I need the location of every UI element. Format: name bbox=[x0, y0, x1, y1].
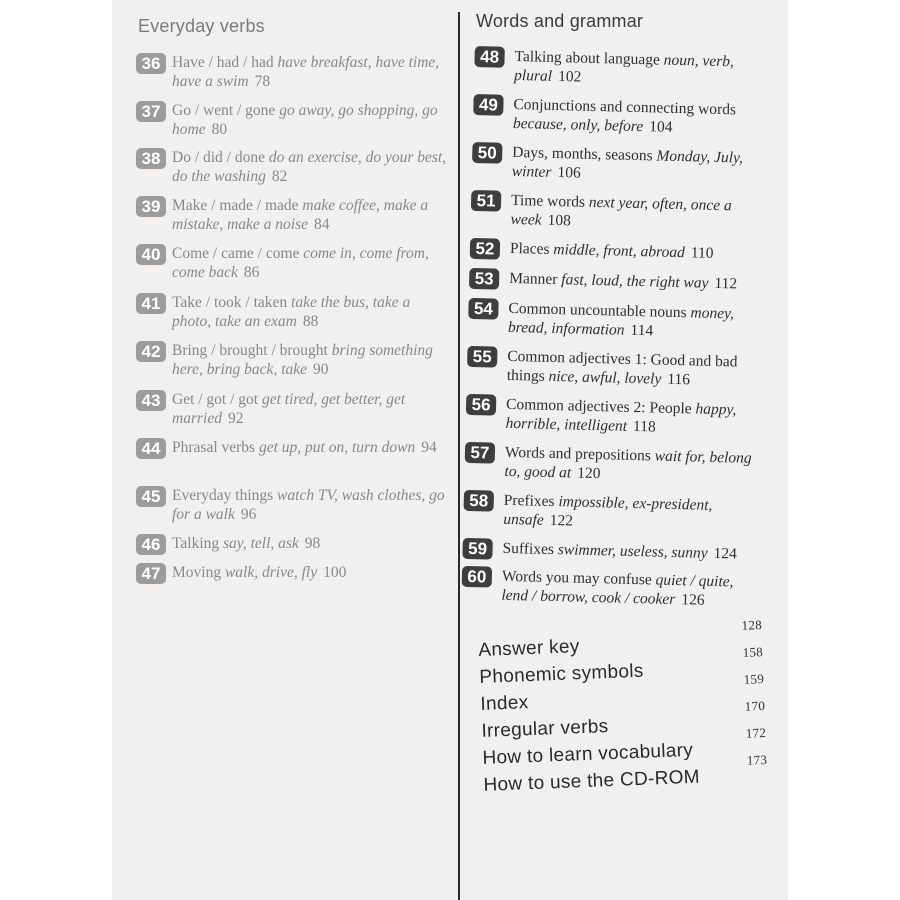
unit-topic: Common uncountable nouns bbox=[508, 299, 691, 322]
unit-title bbox=[172, 293, 452, 331]
unit-title bbox=[172, 101, 452, 139]
unit-title bbox=[508, 299, 769, 343]
back-matter-label: Phonemic symbols bbox=[479, 660, 644, 688]
page-number: 122 bbox=[549, 511, 574, 530]
unit-examples: take the bus, take a photo, take an exam bbox=[172, 294, 411, 330]
unit-number-badge: 58 bbox=[464, 490, 495, 512]
column-divider bbox=[458, 12, 460, 900]
unit-examples: noun, verb, plural bbox=[513, 51, 735, 85]
page-number: 124 bbox=[713, 544, 738, 563]
page-number: 170 bbox=[744, 698, 766, 714]
page-number: 80 bbox=[211, 121, 228, 138]
unit-examples: get tired, get better, get married bbox=[172, 391, 406, 427]
unit-topic: Manner bbox=[509, 269, 562, 289]
unit-title bbox=[172, 53, 452, 91]
back-matter-label: Irregular verbs bbox=[481, 716, 609, 742]
unit-topic: Conjunctions and connecting words bbox=[513, 95, 737, 119]
page-number: 94 bbox=[421, 439, 437, 456]
unit-examples: wait for, belong to, good at bbox=[504, 447, 752, 482]
unit-title bbox=[504, 443, 765, 487]
unit-examples: get up, put on, turn down bbox=[258, 439, 416, 456]
unit-title bbox=[172, 563, 452, 582]
page-number: 86 bbox=[243, 264, 260, 281]
unit-number-badge: 39 bbox=[136, 196, 166, 217]
unit-number-badge: 38 bbox=[136, 148, 166, 169]
unit-topic: Make / made / made bbox=[172, 197, 303, 214]
unit-topic: Common adjectives 1: Good and bad things bbox=[506, 347, 738, 385]
unit-topic: Moving bbox=[172, 564, 225, 581]
unit-examples: money, bread, information bbox=[507, 304, 735, 339]
unit-examples: Monday, July, winter bbox=[511, 147, 744, 181]
unit-topic: Talking bbox=[172, 535, 224, 552]
unit-examples: do an exercise, do your best, do the washing bbox=[172, 149, 447, 185]
unit-topic: Prefixes bbox=[503, 491, 559, 511]
unit-title bbox=[512, 143, 773, 187]
unit-examples: swimmer, useless, sunny bbox=[557, 541, 708, 562]
page-number: 88 bbox=[302, 313, 319, 330]
page-number: 118 bbox=[632, 417, 656, 436]
unit-topic: Come / came / come bbox=[172, 245, 304, 262]
unit-examples: have breakfast, have time, have a swim bbox=[172, 54, 440, 90]
page-number: 108 bbox=[547, 211, 572, 230]
unit-topic: Words and prepositions bbox=[504, 443, 655, 465]
unit-number-badge: 44 bbox=[136, 438, 166, 459]
page-number: 128 bbox=[741, 617, 763, 633]
unit-topic: Suffixes bbox=[502, 539, 559, 559]
unit-number-badge: 52 bbox=[470, 238, 501, 260]
page-number: 92 bbox=[227, 410, 244, 427]
unit-number-badge: 60 bbox=[462, 566, 493, 588]
unit-title bbox=[514, 47, 775, 91]
section-heading-everyday-verbs: Everyday verbs bbox=[138, 16, 265, 36]
page-number: 126 bbox=[681, 591, 705, 609]
unit-number-badge: 41 bbox=[136, 293, 166, 314]
unit-topic: Common adjectives 2: People bbox=[505, 395, 696, 418]
page-number: 82 bbox=[271, 168, 288, 185]
unit-number-badge: 59 bbox=[462, 538, 493, 560]
unit-title bbox=[172, 438, 452, 457]
back-matter-label: How to use the CD-ROM bbox=[483, 766, 701, 796]
unit-examples: go away, go shopping, go home bbox=[172, 102, 438, 138]
unit-number-badge: 50 bbox=[472, 142, 503, 164]
unit-number-badge: 57 bbox=[465, 442, 496, 464]
unit-examples: bring something here, bring back, take bbox=[172, 342, 433, 378]
unit-examples: nice, awful, lovely bbox=[548, 367, 662, 388]
unit-topic: Phrasal verbs bbox=[172, 439, 259, 456]
unit-number-badge: 48 bbox=[474, 46, 505, 68]
page-number: 104 bbox=[649, 118, 673, 136]
unit-topic: Places bbox=[509, 239, 554, 258]
unit-topic: Time words bbox=[510, 191, 590, 211]
unit-examples: watch TV, wash clothes, go for a walk bbox=[172, 487, 445, 523]
unit-examples: make coffee, make a mistake, make a noise bbox=[172, 197, 429, 233]
unit-examples: walk, drive, fly bbox=[224, 564, 318, 581]
page-number: 96 bbox=[240, 506, 257, 523]
unit-number-badge: 51 bbox=[471, 190, 502, 212]
back-matter-label: Answer key bbox=[478, 636, 580, 661]
unit-topic: Days, months, seasons bbox=[512, 143, 657, 165]
unit-examples: say, tell, ask bbox=[223, 535, 299, 552]
unit-number-badge: 53 bbox=[469, 268, 500, 290]
unit-title bbox=[505, 395, 766, 439]
unit-number-badge: 56 bbox=[466, 394, 497, 416]
unit-title bbox=[172, 486, 452, 524]
unit-title bbox=[510, 191, 771, 235]
unit-number-badge: 36 bbox=[136, 53, 166, 74]
unit-examples: impossible, ex-president, unsafe bbox=[503, 493, 713, 529]
page-number: 116 bbox=[667, 370, 691, 389]
page-number: 120 bbox=[577, 464, 601, 483]
unit-number-badge: 46 bbox=[136, 534, 166, 555]
page-number: 158 bbox=[742, 644, 764, 660]
page-number: 106 bbox=[557, 164, 581, 182]
unit-topic: Words you may confuse bbox=[501, 567, 656, 589]
unit-number-badge: 43 bbox=[136, 390, 166, 411]
unit-number-badge: 54 bbox=[468, 298, 499, 320]
unit-number-badge: 55 bbox=[467, 346, 498, 368]
page-number: 159 bbox=[743, 671, 765, 687]
section-heading-words-and-grammar: Words and grammar bbox=[476, 11, 644, 31]
page-number: 78 bbox=[254, 73, 271, 90]
unit-topic: Do / did / done bbox=[172, 149, 269, 166]
unit-title bbox=[172, 534, 452, 553]
unit-topic: Go / went / gone bbox=[172, 102, 280, 119]
unit-title bbox=[172, 341, 452, 379]
page-number: 90 bbox=[313, 361, 329, 378]
unit-examples: happy, horrible, intelligent bbox=[505, 400, 737, 435]
unit-examples: middle, front, abroad bbox=[553, 240, 686, 262]
unit-title bbox=[513, 95, 774, 139]
page-number: 172 bbox=[745, 725, 767, 741]
unit-number-badge: 37 bbox=[136, 101, 166, 122]
page-number: 110 bbox=[690, 244, 714, 262]
unit-number-badge: 40 bbox=[136, 244, 166, 265]
unit-examples: come in, come from, come back bbox=[172, 245, 429, 281]
unit-examples: quiet / quite, lend / borrow, cook / cooker bbox=[501, 571, 734, 609]
unit-number-badge: 45 bbox=[136, 486, 166, 507]
unit-title bbox=[503, 491, 764, 535]
unit-topic: Talking about language bbox=[514, 47, 664, 69]
page-number: 173 bbox=[746, 751, 768, 768]
unit-topic: Everyday things bbox=[172, 487, 278, 504]
unit-title bbox=[172, 390, 452, 428]
unit-topic: Get / got / got bbox=[172, 391, 262, 408]
unit-number-badge: 42 bbox=[136, 341, 166, 362]
page-number: 114 bbox=[630, 321, 654, 340]
page-number: 112 bbox=[714, 274, 738, 293]
unit-topic: Have / had / had bbox=[172, 54, 278, 71]
unit-examples: fast, loud, the right way bbox=[561, 271, 709, 292]
unit-title bbox=[172, 148, 452, 186]
page-number: 102 bbox=[557, 68, 582, 86]
unit-title bbox=[501, 567, 762, 611]
back-matter-label: How to learn vocabulary bbox=[482, 739, 694, 769]
page-number: 100 bbox=[323, 564, 347, 581]
unit-topic: Take / took / taken bbox=[172, 294, 292, 311]
page-number: 84 bbox=[314, 216, 330, 233]
unit-number-badge: 49 bbox=[473, 94, 504, 116]
page-number: 98 bbox=[304, 535, 321, 552]
unit-title bbox=[172, 196, 452, 234]
unit-examples: next year, often, once a week bbox=[510, 193, 732, 229]
unit-title bbox=[172, 244, 452, 282]
back-matter-label: Index bbox=[480, 692, 529, 715]
unit-examples: because, only, before bbox=[512, 114, 644, 136]
unit-number-badge: 47 bbox=[136, 563, 166, 584]
unit-topic: Bring / brought / brought bbox=[172, 342, 332, 359]
unit-title bbox=[507, 347, 768, 391]
